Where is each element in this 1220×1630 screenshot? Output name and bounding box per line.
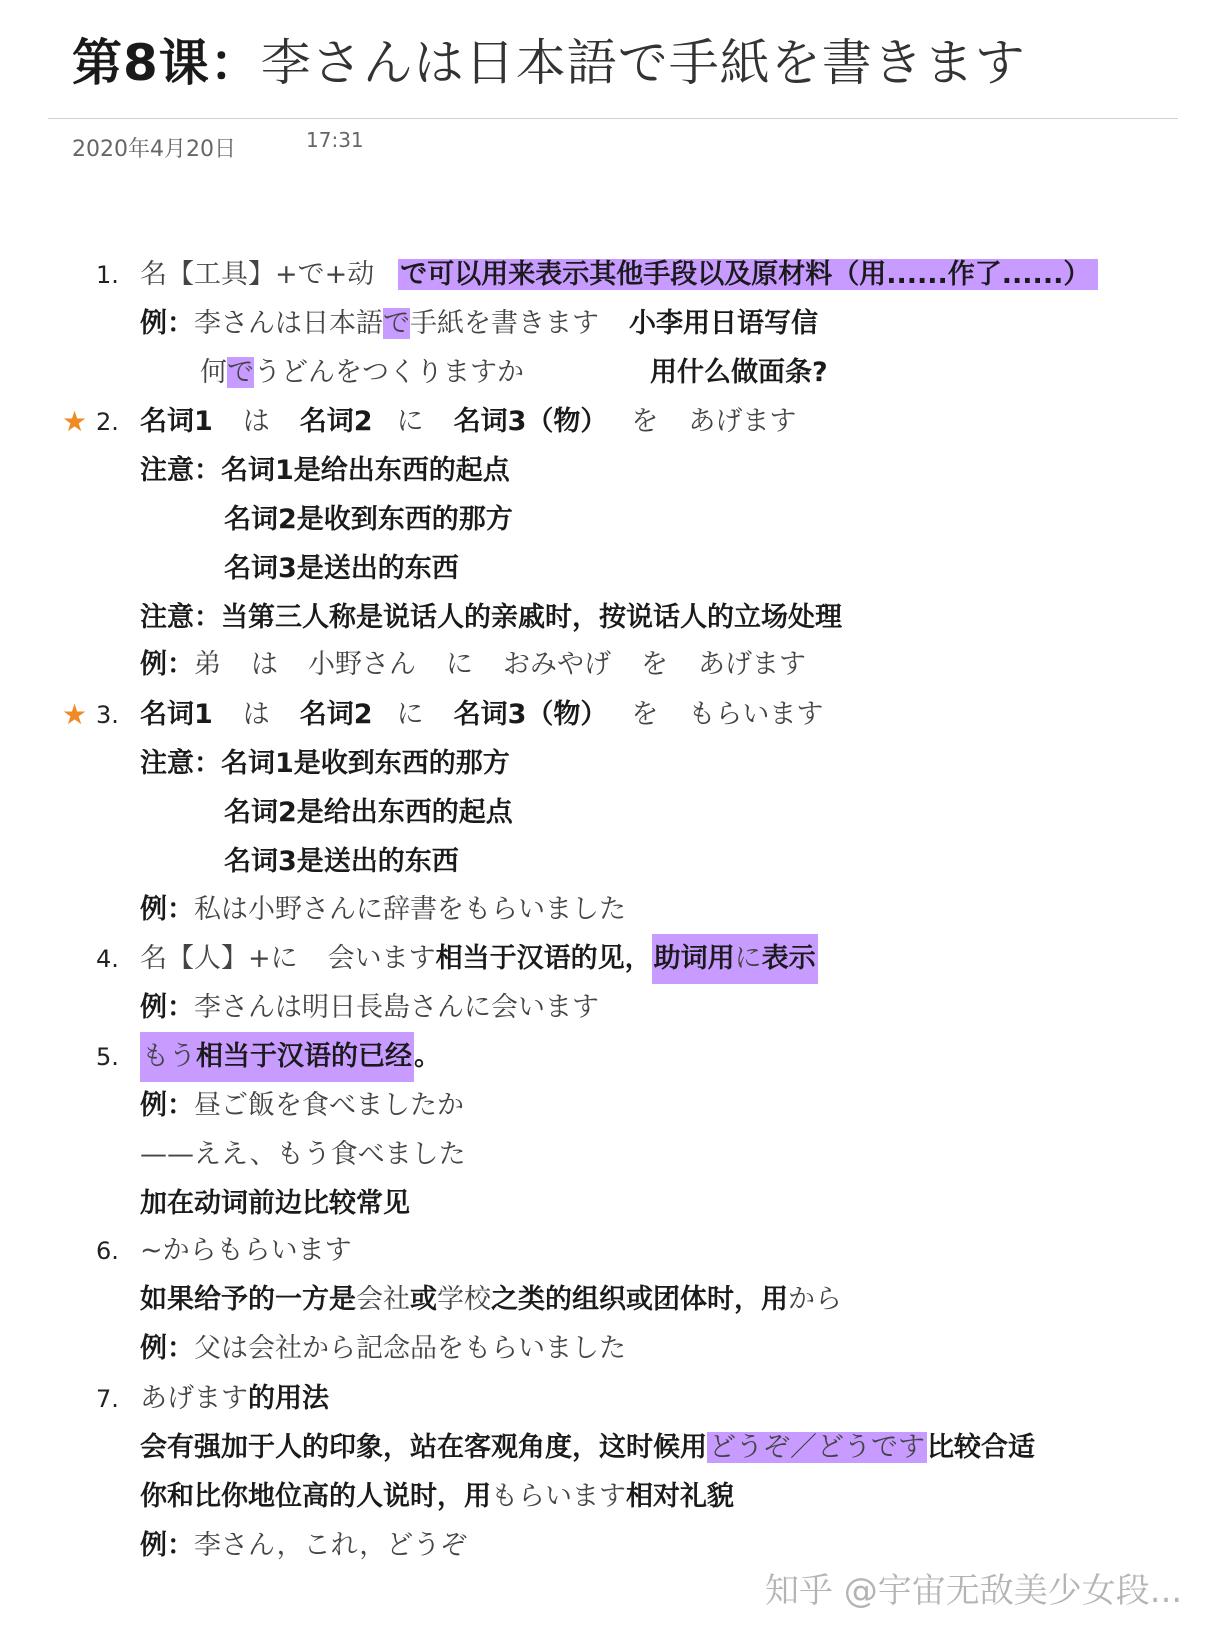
item-1-pattern: 名【工具】+で+动 — [140, 259, 375, 290]
noun-1: 名词1 — [140, 699, 213, 730]
note-time: 17:31 — [306, 128, 364, 152]
example-text: うどんをつくりますか — [254, 357, 524, 388]
item-1-line — [140, 250, 1098, 300]
highlight-text: 相当于汉语的已经 — [196, 1041, 412, 1072]
lesson-number: 第8课： — [72, 34, 261, 92]
particle-wo: を — [631, 699, 659, 730]
example-text: 何 — [200, 357, 227, 388]
item-3-pattern — [140, 690, 823, 740]
example-label: 例： — [140, 894, 194, 925]
note-text: 加在动词前边比较常见 — [140, 1188, 410, 1219]
example-translation: 小李用日语写信 — [629, 308, 818, 339]
description-text: 或 — [410, 1284, 437, 1315]
noun-2: 名词2 — [299, 406, 373, 437]
example-text: 李さんは明日長島さんに会います — [194, 992, 599, 1023]
item-4-meaning: 相当于汉语的见， — [435, 943, 652, 974]
description-text: 如果给予的一方是 — [140, 1284, 356, 1315]
word-moraimasu: もらいます — [491, 1481, 626, 1512]
highlight-text: 表示 — [761, 943, 816, 974]
watermark: 知乎 @宇宙无敌美少女段... — [765, 1571, 1183, 1611]
example-text: 手紙を書きます — [410, 308, 599, 339]
word-agemasu: あげます — [140, 1383, 248, 1414]
particle-de: で — [383, 308, 410, 339]
particle-wo: を — [631, 406, 659, 437]
item-2-note-1 — [140, 446, 510, 496]
note-label: 注意： — [140, 455, 221, 486]
item-6-pattern-text: ~からもらいます — [140, 1235, 352, 1266]
punctuation: 。 — [414, 1041, 441, 1072]
description-text: 比较合适 — [927, 1432, 1035, 1463]
description-text: 会有强加于人的印象，站在客观角度，这时候用 — [140, 1432, 707, 1463]
item-7-line-1 — [140, 1423, 1035, 1473]
item-1-example-1 — [140, 299, 818, 349]
item-7-number: 7. — [96, 1385, 119, 1413]
item-6-description — [140, 1275, 842, 1325]
item-4-example — [140, 983, 599, 1033]
example-text: 李さんは日本語 — [194, 308, 383, 339]
item-2-example — [140, 640, 806, 690]
description-text: 你和比你地位高的人说时，用 — [140, 1481, 491, 1512]
item-3-note-2 — [224, 788, 513, 838]
particle-ni: に — [396, 406, 424, 437]
item-2-note-3 — [224, 544, 459, 594]
title-divider — [48, 118, 1178, 119]
item-4-pattern: 名【人】+に — [140, 943, 298, 974]
particle-kara: から — [788, 1284, 842, 1315]
item-5-highlight — [140, 1032, 414, 1082]
description-text: 的用法 — [248, 1383, 329, 1414]
example-label: 例： — [140, 1530, 194, 1561]
particle-wa: は — [242, 699, 270, 730]
item-4-highlight — [652, 934, 818, 984]
particle-ni: に — [396, 699, 424, 730]
lesson-subtitle: 李さんは日本語で手紙を書きます — [260, 34, 1026, 92]
item-2-pattern — [140, 397, 796, 447]
item-4-line — [140, 934, 818, 984]
star-icon: ★ — [62, 405, 88, 438]
note-text: 名词2是收到东西的那方 — [224, 504, 513, 535]
example-text: に — [446, 649, 473, 680]
example-label: 例： — [140, 1090, 194, 1121]
noun-1: 名词1 — [140, 406, 213, 437]
item-3-note-3 — [224, 837, 459, 887]
item-2-number: 2. — [96, 408, 119, 436]
note-text: 名词1是给出东西的起点 — [221, 455, 510, 486]
word-gakkou: 学校 — [437, 1284, 491, 1315]
item-5-note — [140, 1179, 410, 1229]
word-kaisha: 会社 — [356, 1284, 410, 1315]
note-text: 当第三人称是说话人的亲戚时，按说话人的立场处理 — [221, 602, 842, 633]
highlight-text: 助词用 — [653, 943, 735, 974]
note-date: 2020年4月20日 — [72, 137, 236, 162]
item-5-reply — [140, 1130, 466, 1180]
noun-3: 名词3（物） — [453, 406, 608, 437]
note-label: 注意： — [140, 748, 221, 779]
item-2-note-2 — [224, 495, 513, 545]
particle-de: で — [227, 357, 254, 388]
item-7-line-2 — [140, 1472, 734, 1522]
example-label: 例： — [140, 649, 194, 680]
word-mou: もう — [142, 1041, 196, 1072]
description-text: 之类的组织或团体时，用 — [491, 1284, 788, 1315]
example-text: おみやげ — [503, 649, 611, 680]
example-text: 父は会社から記念品をもらいました — [194, 1333, 626, 1364]
item-3-example — [140, 885, 626, 935]
item-3-number: 3. — [96, 701, 119, 729]
page-title — [72, 28, 1026, 98]
example-text: 小野さん — [308, 649, 416, 680]
item-4-number: 4. — [96, 945, 119, 973]
example-label: 例： — [140, 992, 194, 1023]
item-1-example-2-translation — [650, 348, 828, 398]
example-text: 李さん，これ，どうぞ — [194, 1530, 468, 1561]
item-5-example — [140, 1081, 464, 1131]
item-6-number: 6. — [96, 1237, 119, 1265]
noun-2: 名词2 — [299, 699, 373, 730]
item-3-note-1 — [140, 739, 510, 789]
example-translation: 用什么做面条? — [650, 357, 828, 388]
item-2-note-4 — [140, 593, 842, 643]
item-1-example-2 — [200, 348, 524, 398]
example-text: 私は小野さんに辞書をもらいました — [194, 894, 626, 925]
verb-agemasu: あげます — [688, 406, 797, 437]
particle-ni: に — [734, 943, 762, 974]
verb-aimasu: 会います — [327, 943, 436, 974]
example-text: を — [641, 649, 668, 680]
item-1-note: で可以用来表示其他手段以及原材料（用......作了......） — [398, 259, 1098, 290]
item-7-example — [140, 1521, 467, 1571]
note-text: 名词1是收到东西的那方 — [221, 748, 510, 779]
item-1-number: 1. — [96, 261, 119, 289]
verb-moraimasu: もらいます — [688, 699, 824, 730]
example-text: は — [251, 649, 278, 680]
description-text: 相对礼貌 — [626, 1481, 734, 1512]
highlight-douzo: どうぞ／どうです — [709, 1432, 925, 1463]
example-text: 弟 — [194, 649, 221, 680]
note-label: 注意： — [140, 602, 221, 633]
note-text: 名词3是送出的东西 — [224, 553, 459, 584]
example-text: ええ、もう食べました — [194, 1139, 466, 1170]
note-text: 名词3是送出的东西 — [224, 846, 459, 877]
dash: —— — [140, 1139, 194, 1170]
item-5-line — [140, 1032, 441, 1082]
item-7-title — [140, 1374, 329, 1424]
example-text: あげます — [698, 649, 806, 680]
item-6-example — [140, 1324, 626, 1374]
example-label: 例： — [140, 1333, 194, 1364]
example-text: 昼ご飯を食べましたか — [194, 1090, 464, 1121]
item-6-pattern — [140, 1226, 352, 1276]
item-5-number: 5. — [96, 1043, 119, 1071]
example-label: 例： — [140, 308, 194, 339]
star-icon: ★ — [62, 698, 88, 731]
note-text: 名词2是给出东西的起点 — [224, 797, 513, 828]
particle-wa: は — [242, 406, 270, 437]
noun-3: 名词3（物） — [453, 699, 608, 730]
